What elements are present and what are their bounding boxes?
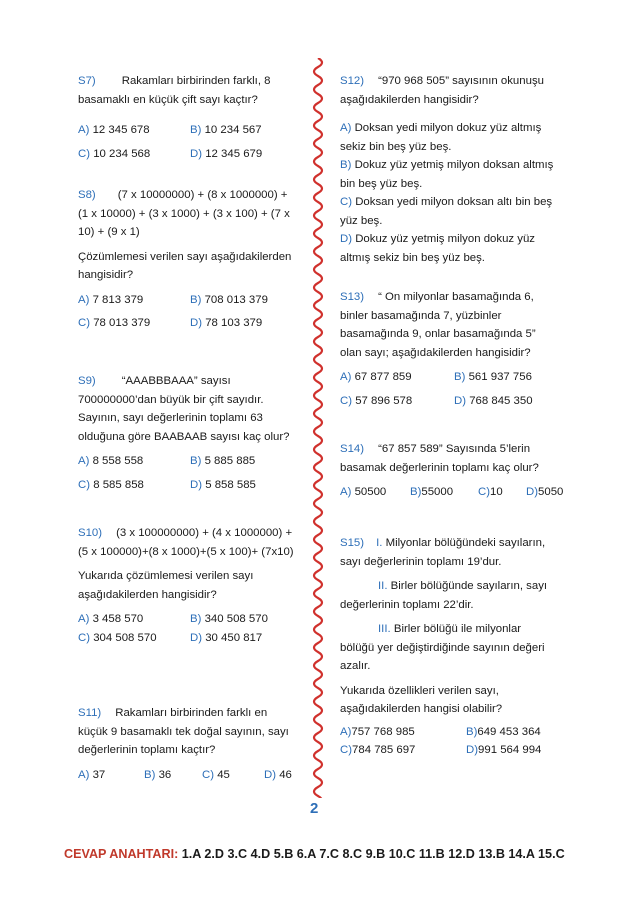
page-number: 2 [310, 800, 319, 817]
question-9 [78, 372, 300, 494]
option-b-cont[interactable]: bin beş yüz beş. [340, 177, 423, 190]
option-label: C) [340, 744, 353, 756]
option-label: C) [78, 317, 91, 329]
option-c[interactable]: 304 508 570 [93, 631, 157, 644]
option-a[interactable]: 50500 [354, 486, 387, 498]
question-number: S8) [78, 189, 96, 201]
option-c[interactable]: 784 785 697 [352, 744, 416, 756]
question-8 [78, 186, 300, 333]
option-b[interactable]: 5 885 885 [204, 455, 256, 467]
question-number: S15) [340, 537, 365, 549]
roman-numeral: II. [378, 580, 388, 592]
statement-text: değerlerinin toplamı 22’dir. [340, 598, 474, 611]
question-text: Çözümlemesi verilen sayı aşağıdakilerden [78, 250, 292, 263]
option-label: C) [478, 486, 491, 498]
option-a[interactable]: 12 345 678 [92, 124, 150, 136]
answer-key [64, 847, 565, 861]
option-c[interactable]: 78 013 379 [93, 317, 151, 329]
option-b[interactable]: 649 453 364 [477, 725, 541, 738]
option-label: D) [190, 631, 203, 644]
question-text: binler basamağında 7, yüzbinler [340, 309, 502, 322]
statement-text: bölüğü yer değiştirdiğinde sayının değeri [340, 641, 545, 654]
option-label: D) [264, 768, 277, 781]
question-13 [340, 288, 576, 410]
question-text: olduğuna göre BAABAAB sayısı kaç olur? [78, 430, 290, 443]
option-d[interactable]: 30 450 817 [205, 631, 263, 644]
option-label: B) [190, 613, 202, 625]
option-b[interactable]: 10 234 567 [204, 124, 262, 136]
option-label: A) [340, 725, 352, 738]
option-d[interactable]: 5050 [538, 486, 564, 498]
option-label: B) [190, 455, 202, 467]
statement-text: Birler bölüğünde sayıların, sayı [390, 580, 548, 592]
option-label: D) [190, 147, 203, 160]
question-number: S11) [78, 707, 102, 719]
question-text: “67 857 589” Sayısında 5’lerin [378, 443, 531, 455]
question-14 [340, 440, 576, 502]
option-label: C) [340, 394, 353, 407]
option-label: A) [78, 293, 90, 306]
statement-text: sayı değerlerinin toplamı 19’dur. [340, 555, 502, 568]
option-a[interactable]: 757 768 985 [351, 725, 415, 738]
option-a[interactable]: 67 877 859 [354, 371, 412, 383]
option-b[interactable]: 708 013 379 [204, 293, 268, 306]
option-label: B) [190, 124, 202, 136]
option-label: A) [78, 613, 90, 625]
option-c[interactable]: Doksan yedi milyon doksan altı bin beş [355, 196, 553, 208]
question-10 [78, 524, 300, 647]
wavy-divider [306, 58, 330, 798]
question-text: hangisidir? [78, 269, 134, 281]
option-label: D) [190, 317, 203, 329]
option-label: A) [78, 768, 90, 781]
option-label: B) [466, 725, 478, 738]
option-label: A) [78, 124, 90, 136]
option-d[interactable]: 46 [279, 768, 292, 781]
statement-text: Milyonlar bölüğündeki sayıların, [385, 537, 546, 549]
question-text: aşağıdakilerden hangisidir? [78, 588, 217, 601]
question-15 [340, 534, 576, 760]
answer-key-text: 1.A 2.D 3.C 4.D 5.B 6.A 7.C 8.C 9.B 10.C 11.B 12.D 13.B 14.A 15.C [178, 847, 565, 861]
option-label: C) [202, 768, 215, 781]
question-text: olan sayı; aşağıdakilerden hangisidir? [340, 346, 531, 359]
question-text: “ On milyonlar basamağında 6, [378, 291, 534, 303]
question-text: (1 x 10000) + (3 x 1000) + (3 x 100) + (7 x [78, 207, 290, 220]
statement-text: Birler bölüğü ile milyonlar [393, 623, 522, 635]
question-text: Rakamları birbirinden farklı en [115, 707, 268, 719]
question-number: S9) [78, 375, 96, 387]
question-number: S14) [340, 443, 365, 455]
question-text: aşağıdakilerden hangisidir? [340, 93, 479, 106]
option-d[interactable]: 768 845 350 [469, 394, 533, 407]
option-label: B) [340, 159, 352, 171]
question-text: 10) + (9 x 1) [78, 226, 140, 238]
option-label: A) [340, 486, 352, 498]
question-text: “AAABBBAAA” sayısı [121, 375, 231, 387]
option-a[interactable]: 37 [92, 768, 106, 781]
option-a[interactable]: 7 813 379 [92, 293, 144, 306]
option-c[interactable]: 10 234 568 [93, 147, 151, 160]
option-label: A) [340, 122, 352, 134]
option-d[interactable]: 12 345 679 [205, 147, 263, 160]
option-label: D) [526, 486, 539, 498]
answer-key-label: CEVAP ANAHTARI: [64, 847, 179, 861]
option-d-cont[interactable]: altmış sekiz bin beş yüz beş. [340, 251, 485, 264]
roman-numeral: III. [378, 623, 391, 635]
option-d[interactable]: 991 564 994 [478, 744, 542, 756]
option-label: D) [190, 478, 203, 491]
question-11 [78, 704, 300, 784]
question-number: S13) [340, 291, 365, 303]
option-b[interactable]: 561 937 756 [468, 371, 532, 383]
option-label: B) [454, 371, 466, 383]
question-text: basamak değerlerinin toplamı kaç olur? [340, 461, 539, 474]
question-text: (7 x 10000000) + (8 x 1000000) + [117, 189, 288, 201]
option-d[interactable]: 5 858 585 [205, 478, 256, 491]
option-label: C) [78, 147, 91, 160]
question-text: küçük 9 basamaklı tek doğal sayının, sayı [78, 725, 289, 738]
option-label: C) [78, 631, 91, 644]
option-label: D) [466, 744, 479, 756]
option-label: C) [78, 478, 91, 491]
option-d[interactable]: Dokuz yüz yetmiş milyon dokuz yüz [355, 233, 535, 245]
option-label: D) [340, 233, 353, 245]
question-number: S7) [78, 75, 96, 87]
question-12 [340, 72, 576, 267]
option-c[interactable]: 45 [217, 768, 230, 781]
question-text: Sayının, sayı değerlerinin toplamı 63 [78, 412, 263, 424]
option-label: B) [410, 486, 422, 498]
question-text: (3 x 100000000) + (4 x 1000000) + [116, 527, 293, 539]
question-text: (5 x 100000)+(8 x 1000)+(5 x 100)+ (7x10) [78, 545, 294, 558]
option-label: C) [340, 196, 353, 208]
option-b[interactable]: 340 508 570 [204, 613, 268, 625]
question-text: 700000000’dan büyük bir çift sayıdır. [78, 393, 264, 406]
roman-numeral: I. [376, 537, 383, 549]
question-7 [78, 72, 300, 163]
option-label: A) [340, 371, 352, 383]
question-text: basamağında 9, onlar basamağında 5” [340, 328, 536, 340]
question-number: S12) [340, 75, 365, 87]
option-c[interactable]: 10 [490, 486, 503, 498]
question-text: basamaklı en küçük çift sayı kaçtır? [78, 93, 258, 106]
question-text: Rakamları birbirinden farklı, 8 [121, 75, 271, 87]
question-text: değerlerinin toplamı kaçtır? [78, 744, 216, 756]
option-a[interactable]: 8 558 558 [92, 455, 144, 467]
option-b[interactable]: 55000 [421, 486, 454, 498]
option-b[interactable]: Dokuz yüz yetmiş milyon doksan altmış [354, 159, 554, 171]
option-a[interactable]: Doksan yedi milyon dokuz yüz altmış [354, 122, 542, 134]
option-a[interactable]: 3 458 570 [92, 613, 144, 625]
option-c[interactable]: 8 585 858 [93, 478, 144, 491]
option-c[interactable]: 57 896 578 [355, 394, 413, 407]
option-label: A) [78, 455, 90, 467]
question-text: aşağıdakilerden hangisi olabilir? [340, 703, 503, 715]
option-a-cont[interactable]: sekiz bin beş yüz beş. [340, 140, 452, 153]
question-text: Yukarıda çözümlemesi verilen sayı [78, 570, 254, 582]
question-text: “970 968 505” sayısının okunuşu [378, 75, 544, 87]
option-c-cont[interactable]: yüz beş. [340, 214, 383, 227]
option-b[interactable]: 36 [158, 768, 172, 781]
question-text: Yukarıda özellikleri verilen sayı, [340, 684, 499, 697]
question-number: S10) [78, 527, 103, 539]
option-label: D) [454, 394, 467, 407]
statement-text: azalır. [340, 660, 371, 672]
option-label: B) [144, 768, 156, 781]
option-d[interactable]: 78 103 379 [205, 317, 263, 329]
option-label: B) [190, 293, 202, 306]
